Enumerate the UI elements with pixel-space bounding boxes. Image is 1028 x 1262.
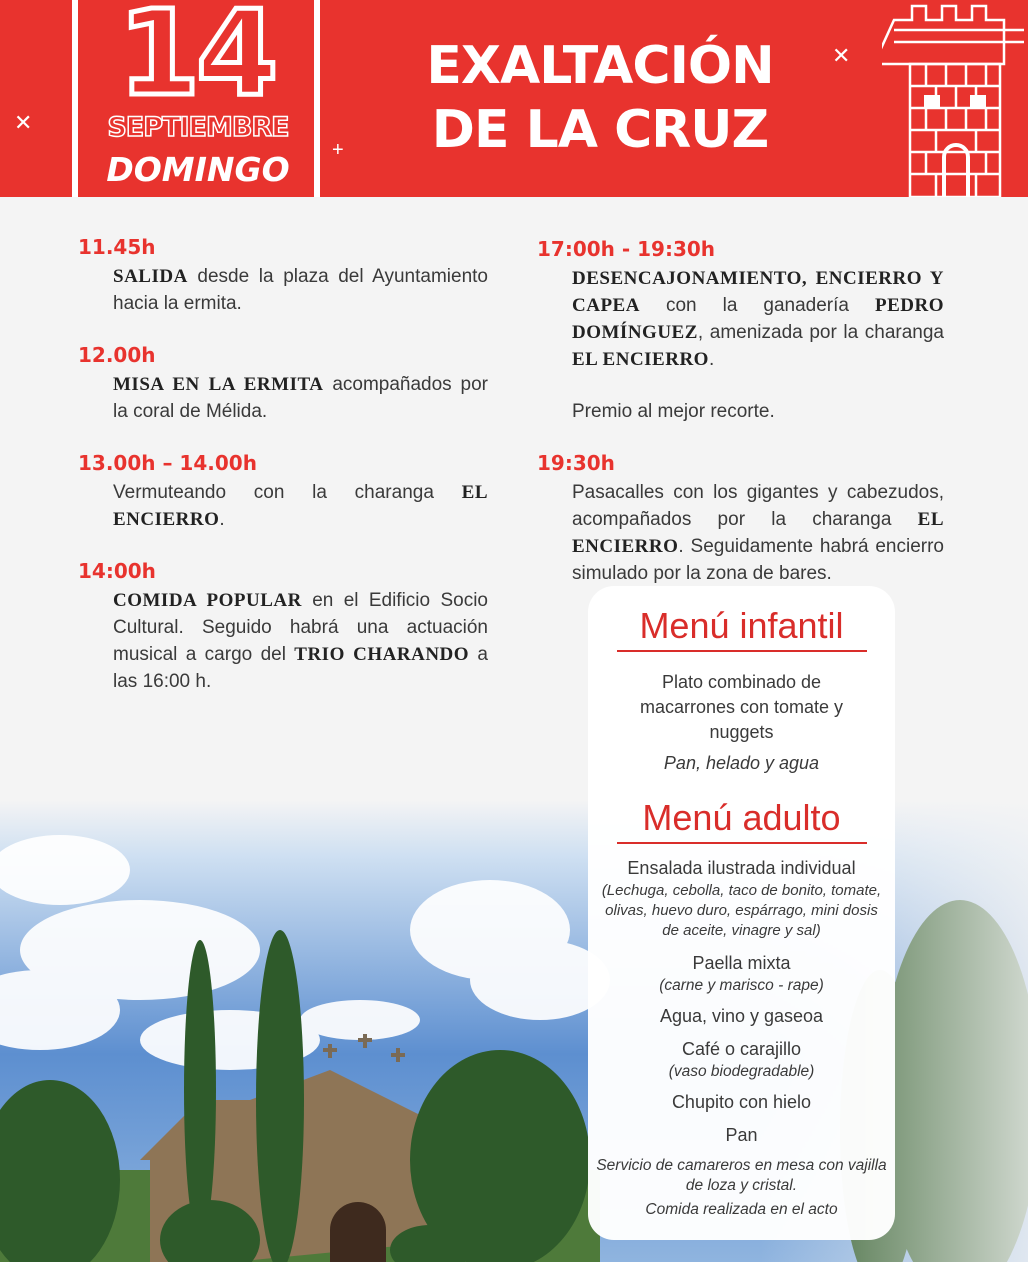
description-text: acompañados por la coral de Mélida. [113, 374, 488, 422]
menu-note: Servicio de camareros en mesa con vajilla de loza y cristal. [596, 1157, 887, 1194]
schedule-item [537, 236, 944, 425]
schedule-time: 19:30h [537, 451, 615, 475]
description-text: con la ganadería [639, 295, 875, 316]
highlight-text: EL ENCIERRO [572, 509, 944, 557]
schedule-description [537, 265, 944, 373]
title-line-1: EXALTACIÓN [426, 36, 774, 96]
highlight-text: EL ENCIERRO [572, 349, 709, 370]
menu-item-name: Chupito con hielo [671, 1092, 812, 1112]
menu-item-name: Pan [725, 1125, 758, 1145]
castle-tower-icon [882, 0, 1028, 197]
highlight-text: PEDRO DOMÍNGUEZ [572, 295, 944, 343]
header-divider [72, 0, 78, 197]
menu-note: Comida realizada en el acto [645, 1201, 838, 1218]
schedule-item [537, 450, 944, 587]
schedule-description [78, 479, 488, 533]
header-divider [314, 0, 320, 197]
schedule-time: 12.00h [78, 343, 156, 367]
description-text: . [708, 349, 715, 370]
schedule-description [78, 371, 488, 425]
description-text: desde la plaza del Ayuntamiento hacia la ermita. [113, 266, 488, 314]
highlight-text: MISA EN LA ERMITA [113, 374, 324, 395]
highlight-text: EL ENCIERRO [113, 482, 488, 530]
description-text: Vermuteando con la charanga [113, 482, 462, 503]
schedule-item [78, 234, 488, 317]
schedule-item [78, 450, 488, 533]
menu-item [588, 951, 895, 996]
highlight-text: SALIDA [113, 266, 188, 287]
date-day-number: 14 [118, 0, 275, 122]
description-text: . Seguidamente habrá encierro simulado por la zona de bares. [572, 536, 944, 584]
schedule-left-column [78, 234, 488, 720]
highlight-text: DESENCAJONAMIENTO, ENCIERRO Y CAPEA [572, 268, 944, 316]
schedule-description [537, 479, 944, 587]
sparkle-icon: + [332, 139, 344, 161]
description-text: Pasacalles con los gigantes y cabezudos, acompañados por la charanga [572, 482, 944, 530]
menu-item-name: Paella mixta [692, 953, 791, 973]
description-text: en el Edificio Socio Cultural. Seguido habrá una actuación musical a cargo del [113, 590, 488, 665]
schedule-note: Premio al mejor recorte. [572, 401, 775, 422]
description-text: a las 16:00 h. [113, 644, 488, 692]
schedule-time: 14:00h [78, 559, 156, 583]
page-title [395, 34, 805, 162]
menu-infantil-item: Plato combinado de macarrones con tomate y nuggets [639, 672, 844, 742]
menu-item-detail: (carne y marisco - rape) [659, 977, 824, 994]
menu-adulto-title: Menú adulto [617, 796, 867, 844]
schedule-description [78, 587, 488, 695]
highlight-text: COMIDA POPULAR [113, 590, 302, 611]
schedule-time: 17:00h - 19:30h [537, 237, 716, 261]
menu-infantil-extra: Pan, helado y agua [663, 753, 820, 773]
menu-item [588, 856, 895, 941]
menu-item-detail: (Lechuga, cebolla, taco de bonito, tomate, olivas, huevo duro, espárrago, mini dosis de aceite, vinagre y sal) [601, 882, 882, 939]
menu-item-name: Café o carajillo [681, 1039, 802, 1059]
menu-card [588, 586, 895, 1240]
schedule-right-column [537, 236, 944, 612]
sparkle-icon: ✕ [832, 43, 851, 68]
description-text: , amenizada por la charanga [697, 322, 944, 343]
schedule-description [78, 263, 488, 317]
menu-item-detail: (vaso biodegradable) [668, 1063, 815, 1080]
date-month: SEPTIEMBRE [107, 112, 289, 143]
menu-item-name: Ensalada ilustrada individual [627, 858, 856, 878]
title-line-2: DE LA CRUZ [431, 100, 769, 160]
menu-item [588, 1090, 895, 1115]
schedule-item [78, 342, 488, 425]
schedule-item [78, 558, 488, 695]
sparkle-icon: ✕ [14, 110, 33, 135]
menu-infantil-title: Menú infantil [617, 604, 867, 652]
menu-item [588, 1123, 895, 1148]
description-text: . [219, 509, 225, 530]
date-weekday: DOMINGO [106, 150, 290, 189]
header-banner [0, 0, 1028, 197]
schedule-time: 13.00h – 14.00h [78, 451, 257, 475]
schedule-time: 11.45h [78, 235, 156, 259]
menu-item [588, 1037, 895, 1082]
highlight-text: TRIO CHARANDO [294, 644, 470, 665]
menu-item-name: Agua, vino y gaseoa [659, 1006, 824, 1026]
menu-item [588, 1004, 895, 1029]
